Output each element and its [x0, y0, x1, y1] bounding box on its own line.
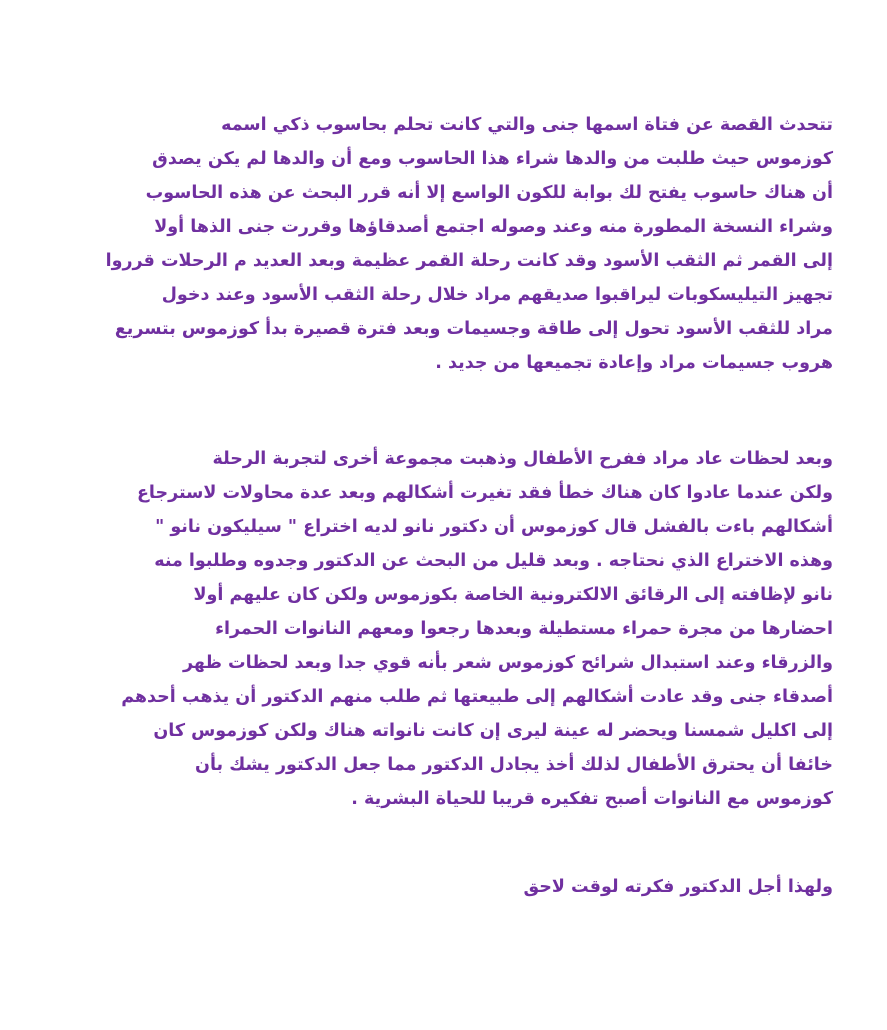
story-paragraph-1: تتحدث القصة عن فتاة اسمها جنى والتي كانت تحلم بحاسوب ذكي اسمه كوزموس حيث طلبت من والدها شراء هذا الحاسوب ومع أن والدها لم يكن يصدق أن هناك حاسوب يفتح لك بوابة للكون الواسع إلا أنه قرر البحث عن هذه الحاسوب وشراء النسخة المطورة منه وعند وصوله اجتمع أصدقاؤها وقررت جنى الذها أولا إلى القمر ثم الثقب الأسود وقد كانت رحلة القمر عظيمة وبعد العديد م الرحلات قرروا تجهيز التيليسكوبات ليراقبوا صديقهم مراد خلال رحلة الثقب الأسود وعند دخول مراد للثقب الأسود تحول إلى طاقة وجسيمات وبعد فترة قصيرة بدأ كوزموس بتسريع هروب جسيمات مراد وإعادة تجميعها من جديد .	[105, 115, 833, 373]
story-paragraph-2: وبعد لحظات عاد مراد ففرح الأطفال وذهبت مجموعة أخرى لتجربة الرحلة ولكن عندما عادوا كان هناك خطأ فقد تغيرت أشكالهم وبعد عدة محاولات لاسترجاع أشكالهم باءت بالفشل قال كوزموس أن دكتور نانو لديه اختراع " سيليكون نانو " وهذه الاختراع الذي نحتاجه . وبعد قليل من البحث عن الدكتور وجدوه وطلبوا منه نانو لإظافته إلى الرقائق الالكترونية الخاصة بكوزموس ولكن كان عليهم أولا احضارها من مجرة حمراء مستطيلة وبعدها رجعوا ومعهم النانوات الحمراء والزرقاء وعند استبدال شرائح كوزموس شعر بأنه قوي جدا وبعد لحظات ظهر أصدقاء جنى وقد عادت أشكالهم إلى طبيعتها ثم طلب منهم الدكتور أن يذهب أحدهم إلى اكليل شمسنا ويحضر له عينة ليرى إن كانت نانواته هناك ولكن كوزموس كان خائفا أن يحترق الأطفال لذلك أخذ يجادل الدكتور مما جعل الدكتور يشك بأن كوزموس مع النانوات أصبح تفكيره قريبا للحياة البشرية .	[121, 449, 833, 809]
story-paragraph-3: ولهذا أجل الدكتور فكرته لوقت لاحق	[523, 877, 833, 897]
